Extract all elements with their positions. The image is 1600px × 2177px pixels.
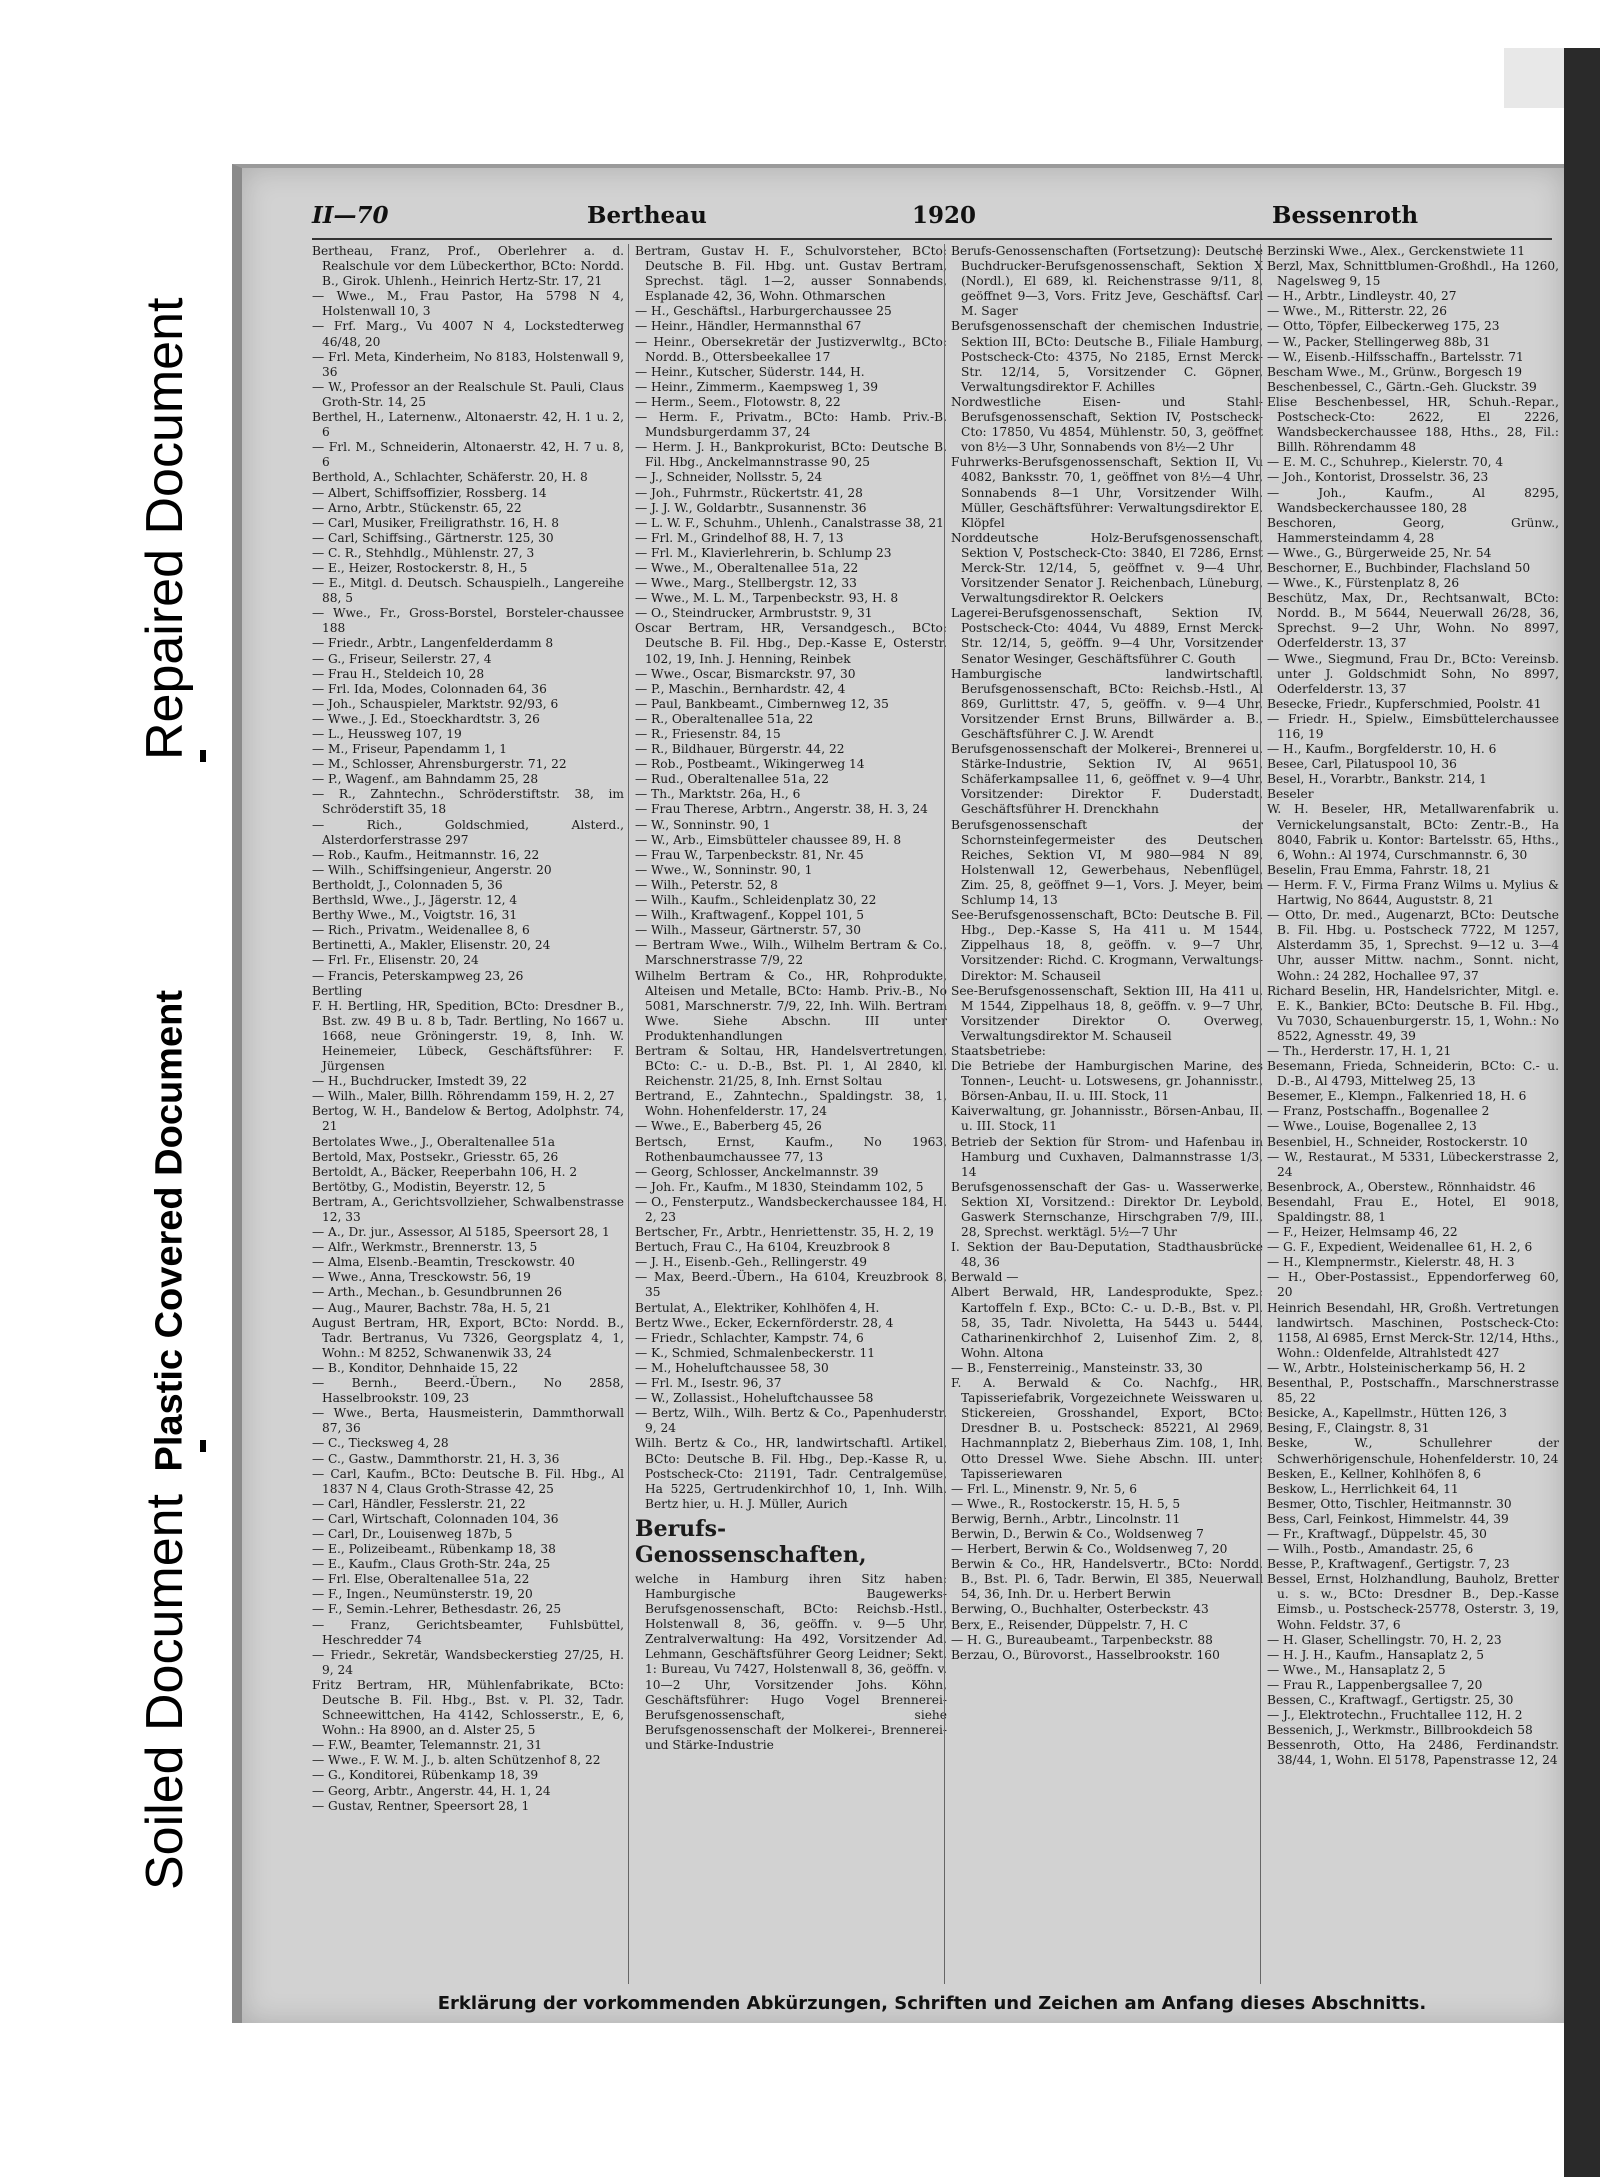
directory-entry: — Frf. Marg., Vu 4007 N 4, Lockstedterweg 46/48, 20 [312, 319, 624, 349]
directory-entry: — Carl, Kaufm., BCto: Deutsche B. Fil. Hbg., Al 1837 N 4, Claus Groth-Strasse 42, 25 [312, 1466, 624, 1496]
directory-entry: Bertoldt, A., Bäcker, Reeperbahn 106, H. 2 [312, 1164, 578, 1179]
label-soiled: Soiled Document [136, 1494, 194, 1890]
directory-entry: Beseler [1267, 787, 1314, 802]
directory-entry: — P., Maschin., Bernhardstr. 42, 4 [635, 681, 846, 696]
directory-entry: — Frau Therese, Arbtrn., Angerstr. 38, H. 3, 24 [635, 802, 928, 817]
directory-entry: — Friedr., Sekretär, Wandsbeckerstieg 27/25, H. 9, 24 [312, 1647, 624, 1677]
directory-entry: Betrieb der Sektion für Strom- und Hafenbau in Hamburg und Cuxhaven, Dalmannstrasse 1/3, 14 [951, 1134, 1263, 1179]
directory-entry: Fritz Bertram, HR, Mühlenfabrikate, BCto: Deutsche B. Fil. Hbg., Bst. v. Pl. 32, Tadr. Schneewittchen, Ha 4142, Schlosserstr., E, 6, Wohn.: Ha 8900, an d. Alster 25, 5 [312, 1677, 624, 1738]
directory-entry: — O., Steindrucker, Armbruststr. 9, 31 [635, 606, 873, 621]
directory-entry: Besenbrock, A., Oberstew., Rönnhaidstr. 46 [1267, 1179, 1536, 1194]
directory-entry: — M., Hoheluftchaussee 58, 30 [635, 1360, 829, 1375]
directory-entry: — Rich., Privatm., Weidenallee 8, 6 [312, 923, 530, 938]
directory-entry: — Gustav, Rentner, Speersort 28, 1 [312, 1798, 530, 1813]
header-last-name: Bessenroth [1272, 202, 1419, 229]
directory-entry: Beschoren, Georg, Grünw., Hammersteindamm 4, 28 [1267, 515, 1559, 545]
directory-entry: — Georg, Arbtr., Angerstr. 44, H. 1, 24 [312, 1783, 551, 1798]
directory-entry: — F.W., Beamter, Telemannstr. 21, 31 [312, 1738, 543, 1753]
directory-entry: Berthsld, Wwe., J., Jägerstr. 12, 4 [312, 893, 518, 908]
directory-entry: — Wwe., Siegmund, Frau Dr., BCto: Vereinsb. unter J. Goldschmidt Sohn, No 8997, Oderfelderstr. 13, 37 [1267, 651, 1559, 696]
directory-entry: — M., Friseur, Papendamm 1, 1 [312, 742, 507, 757]
label-plastic-covered: Plastic Covered Document [148, 990, 191, 1472]
directory-entry: Berwald — [951, 1270, 1019, 1285]
directory-entry: — W., Arbtr., Holsteinischerkamp 56, H. 2 [1267, 1360, 1526, 1375]
directory-entry: — R., Bildhauer, Bürgerstr. 44, 22 [635, 742, 845, 757]
directory-entry: — Wilh., Kaufm., Schleidenplatz 30, 22 [635, 893, 877, 908]
label-repaired: Repaired Document [136, 297, 194, 760]
directory-entry: Hamburgische landwirtschaftl. Berufsgenossenschaft, BCto: Reichsb.-Hstl., Al 869, Gurlittstr. 47, 5, geöffn. v. 9—4 Uhr, Vorsitzender Ernst Bruns, Billwärder a. B., Geschäftsführer C. J. W. Arendt [951, 666, 1263, 741]
directory-entry: Bertinetti, A., Makler, Elisenstr. 20, 24 [312, 938, 551, 953]
directory-entry: — K., Schmied, Schmalenbeckerstr. 11 [635, 1345, 875, 1360]
directory-entry: — Herm. J. H., Bankprokurist, BCto: Deutsche B. Fil. Hbg., Anckelmannstrasse 90, 25 [635, 440, 947, 470]
label-separator [200, 750, 206, 762]
address-book-page [232, 164, 1564, 2023]
directory-entry: Berthold, A., Schlachter, Schäferstr. 20, H. 8 [312, 470, 588, 485]
directory-entry: — Joh., Kaufm., Al 8295, Wandsbeckerchaussee 180, 28 [1267, 485, 1559, 515]
directory-entry: — W., Eisenb.-Hilfsschaffn., Bartelsstr. 71 [1267, 349, 1524, 364]
directory-entry: Beselin, Frau Emma, Fahrstr. 18, 21 [1267, 862, 1492, 877]
directory-entry: — Herm. F., Privatm., BCto: Hamb. Priv.-B. Mundsburgerdamm 37, 24 [635, 410, 947, 440]
document-condition-labels [120, 210, 220, 1890]
directory-entry: Besemer, E., Klempn., Falkenried 18, H. 6 [1267, 1089, 1527, 1104]
directory-entry: Berthel, H., Laternenw., Altonaerstr. 42, H. 1 u. 2, 6 [312, 410, 624, 440]
directory-entry: — Herbert, Berwin & Co., Woldsenweg 7, 20 [951, 1542, 1228, 1557]
directory-entry: Albert Berwald, HR, Landesprodukte, Spez.: Kartoffeln f. Exp., BCto: C.- u. D.-B., Bst. v. Pl. 58, 35, Tadr. Nivoletta, Ha 5443 u. 5444, Catharinenkirchhof 2, Luisenhof Zim. 2, 8, Wohn. Altona [951, 1285, 1263, 1360]
header-first-name: Bertheau [587, 202, 707, 229]
directory-entry: Berwing, O., Buchhalter, Osterbeckstr. 43 [951, 1602, 1209, 1617]
directory-entry: Besmer, Otto, Tischler, Heitmannstr. 30 [1267, 1496, 1512, 1511]
directory-entry: Bertram & Soltau, HR, Handelsvertretungen, BCto: C.- u. D.-B., Bst. Pl. 1, Al 2840, kl. Reichenstr. 21/25, 8, Inh. Ernst Soltau [635, 1043, 947, 1089]
directory-entry: Lagerei-Berufsgenossenschaft, Sektion IV, Postscheck-Cto: 4044, Vu 4889, Ernst Merck-Str. 12/14, 5, geöffn. 9—4 Uhr, Vorsitzender Senator Wesinger, Geschäftsführer C. Gouth [951, 606, 1263, 666]
directory-entry: — Bernh., Beerd.-Übern., No 2858, Hasselbrookstr. 109, 23 [312, 1376, 624, 1406]
directory-entry: Berzl, Max, Schnittblumen-Großhdl., Ha 1260, Nagelsweg 9, 15 [1267, 259, 1559, 289]
directory-entry: — Rich., Goldschmied, Alsterd., Alsterdorferstrasse 297 [312, 817, 624, 847]
directory-entry: — Alfr., Werkmstr., Brennerstr. 13, 5 [312, 1240, 538, 1255]
directory-entry: Elise Beschenbessel, HR, Schuh.-Repar., Postscheck-Cto: 2622, El 2226, Wandsbeckerchaussee 188, Hths., 28, Fil.: Billh. Röhrendamm 48 [1267, 394, 1559, 455]
directory-entry: — Francis, Peterskampweg 23, 26 [312, 968, 524, 983]
directory-entry: Besing, F., Claingstr. 8, 31 [1267, 1421, 1430, 1436]
directory-entry: Berzau, O., Bürovorst., Hasselbrookstr. 160 [951, 1647, 1220, 1662]
directory-entry: See-Berufsgenossenschaft, BCto: Deutsche B. Fil. Hbg., Dep.-Kasse S, Ha 411 u. M 1544, Zippelhaus 18, 8, geöffn. v. 9—7 Uhr, Vorsitzender: Richd. C. Krogmann, Verwaltungs-Direktor: M. Schauseil [951, 908, 1263, 983]
directory-entry: — Frl. M., Klavierlehrerin, b. Schlump 23 [635, 545, 892, 560]
directory-entry: — Wwe., G., Bürgerweide 25, Nr. 54 [1267, 545, 1492, 560]
directory-entry: Berufsgenossenschaft der chemischen Industrie, Sektion III, BCto: Deutsche B., Filiale Hamburg, Postscheck-Cto: 4375, No 2185, Ernst Merck-Str. 12/14, 5, Vorsitzender C. Göpner, Verwaltungsdirektor F. Achilles [951, 319, 1263, 394]
directory-entry: — Frl. Ida, Modes, Colonnaden 64, 36 [312, 681, 547, 696]
page-number: II—70 [312, 202, 389, 229]
directory-entry: — J. J. W., Goldarbtr., Susannenstr. 36 [635, 500, 867, 515]
directory-entry: — Alma, Elsenb.-Beamtin, Tresckowstr. 40 [312, 1255, 575, 1270]
directory-entry: Besee, Carl, Pilatuspool 10, 36 [1267, 757, 1457, 772]
directory-entry: Berthy Wwe., M., Voigtstr. 16, 31 [312, 908, 518, 923]
directory-entry: — Wwe., J. Ed., Stoeckhardtstr. 3, 26 [312, 711, 540, 726]
directory-entry: Bertz Wwe., Ecker, Eckernförderstr. 28, 4 [635, 1315, 894, 1330]
directory-entry: — Wwe., M. L. M., Tarpenbeckstr. 93, H. 8 [635, 591, 899, 606]
directory-entry: — Rob., Postbeamt., Wikingerweg 14 [635, 757, 865, 772]
directory-entry: Berwin & Co., HR, Handelsvertr., BCto: Nordd. B., Bst. Pl. 6, Tadr. Berwin, El 385, Neuerwall 54, 36, Inh. Dr. u. Herbert Berwin [951, 1557, 1263, 1602]
directory-entry: Nordwestliche Eisen- und Stahl-Berufsgenossenschaft, Sektion IV, Postscheck-Cto: 17850, Vu 4854, Mühlenstr. 50, 3, geöffnet von 8½—3 Uhr, Sonnabends von 8½—2 Uhr [951, 394, 1263, 455]
directory-entry: — Wwe., Louise, Bogenallee 2, 13 [1267, 1119, 1477, 1134]
directory-entry: Bescham Wwe., M., Grünw., Borgesch 19 [1267, 364, 1523, 379]
directory-entry: — W., Restaurat., M 5331, Lübeckerstrasse 2, 24 [1267, 1149, 1559, 1179]
directory-entry: — C. R., Stehhdlg., Mühlenstr. 27, 3 [312, 545, 535, 560]
directory-entry: — H., Buchdrucker, Imstedt 39, 22 [312, 1074, 527, 1089]
directory-entry: — R., Friesenstr. 84, 15 [635, 727, 781, 741]
directory-entry: Besel, H., Vorarbtr., Bankstr. 214, 1 [1267, 772, 1487, 787]
directory-entry: — E., Polizeibeamt., Rübenkamp 18, 38 [312, 1542, 556, 1557]
directory-entry: — Carl, Wirtschaft, Colonnaden 104, 36 [312, 1511, 559, 1526]
directory-entry: Bessenich, J., Werkmstr., Billbrookdeich 58 [1267, 1723, 1533, 1738]
directory-entry: Bertold, Max, Postsekr., Griesstr. 65, 26 [312, 1149, 559, 1164]
directory-column-2 [628, 244, 947, 1984]
directory-entry: — G. F., Expedient, Weidenallee 61, H. 2, 6 [1267, 1240, 1533, 1255]
directory-entry: Wilhelm Bertram & Co., HR, Rohprodukte, Alteisen und Metalle, BCto: Hamb. Priv.-B., No 5081, Marschnerstr. 7/9, 22, Inh. Wilh. Bertram Wwe. Siehe Abschn. III unter Produktenhandlungen [635, 968, 947, 1043]
directory-entry: — Joh. Fr., Kaufm., M 1830, Steindamm 102, 5 [635, 1179, 924, 1194]
directory-entry: — Wwe., Berta, Hausmeisterin, Dammthorwall 87, 36 [312, 1406, 624, 1436]
directory-entry: — J., Schneider, Nollsstr. 5, 24 [635, 470, 823, 485]
directory-entry: — H. G., Bureaubeamt., Tarpenbeckstr. 88 [951, 1632, 1213, 1647]
directory-entry: — B., Fensterreinig., Mansteinstr. 33, 30 [951, 1360, 1203, 1375]
directory-entry: — Wwe., M., Frau Pastor, Ha 5798 N 4, Holstenwall 10, 3 [312, 289, 624, 319]
directory-entry: — C., Tiecksweg 4, 28 [312, 1436, 449, 1451]
directory-entry: — W., Packer, Stellingerweg 88b, 31 [1267, 334, 1491, 349]
directory-entry: — Frl. Fr., Elisenstr. 20, 24 [312, 953, 479, 968]
directory-entry: — Carl, Musiker, Freiligrathstr. 16, H. 8 [312, 515, 560, 530]
directory-entry: — P., Wagenf., am Bahndamm 25, 28 [312, 772, 539, 787]
directory-entry: — Arth., Mechan., b. Gesundbrunnen 26 [312, 1285, 563, 1300]
directory-entry: — Friedr., Arbtr., Langenfelderdamm 8 [312, 636, 554, 651]
directory-entry: Oscar Bertram, HR, Versandgesch., BCto: Deutsche B. Fil. Hbg., Dep.-Kasse E, Osterstr. 102, 19, Inh. J. Henning, Reinbek [635, 621, 947, 666]
directory-entry: — Carl, Dr., Louisenweg 187b, 5 [312, 1526, 513, 1541]
directory-entry: — Paul, Bankbeamt., Cimbernweg 12, 35 [635, 696, 889, 711]
directory-entry: Berwig, Bernh., Arbtr., Lincolnstr. 11 [951, 1511, 1181, 1526]
directory-entry: — Herm., Seem., Flotowstr. 8, 22 [635, 394, 841, 409]
directory-entry: — H., Klempnermstr., Kielerstr. 48, H. 3 [1267, 1255, 1515, 1270]
directory-entry: Besemann, Frieda, Schneiderin, BCto: C.- u. D.-B., Al 4793, Mittelweg 25, 13 [1267, 1059, 1559, 1089]
directory-entry: Staatsbetriebe: [951, 1043, 1046, 1058]
directory-entry: — Georg, Schlosser, Anckelmannstr. 39 [635, 1164, 879, 1179]
directory-entry: Kaiverwaltung, gr. Johannisstr., Börsen-Anbau, II. u. III. Stock, 11 [951, 1104, 1263, 1134]
directory-entry: — Wilh., Maler, Billh. Röhrendamm 159, H. 2, 27 [312, 1089, 615, 1104]
directory-entry: Berufsgenossenschaft der Schornsteinfegermeister des Deutschen Reiches, Sektion VI, M 980—984 N 89, Holstenwall 12, Gewerbehaus, Nebenflügel, Zim. 25, 8, geöffnet 9—1, Vors. J. Meyer, beim Schlump 14, 13 [951, 817, 1263, 908]
directory-entry: — Friedr. H., Spielw., Eimsbüttelerchaussee 116, 19 [1267, 711, 1559, 741]
directory-entry: — W., Sonninstr. 90, 1 [635, 817, 771, 832]
directory-entry: — Heinr., Zimmerm., Kaempsweg 1, 39 [635, 379, 878, 394]
directory-entry: — Frl. M., Schneiderin, Altonaerstr. 42, H. 7 u. 8, 6 [312, 440, 624, 470]
directory-entry: — H., Kaufm., Borgfelderstr. 10, H. 6 [1267, 742, 1497, 757]
directory-entry: Richard Beselin, HR, Handelsrichter, Mitgl. e. E. K., Bankier, BCto: Deutsche B. Fil. Hbg., Vu 7030, Schauenburgerstr. 15, 1, Wohn.: No 8522, Agnesstr. 49, 39 [1267, 983, 1559, 1043]
directory-entry: Besenbiel, H., Schneider, Rostockerstr. 10 [1267, 1134, 1528, 1149]
directory-entry: — H., Ober-Postassist., Eppendorferweg 60, 20 [1267, 1270, 1559, 1300]
directory-entry: — Wilh., Kraftwagenf., Koppel 101, 5 [635, 908, 864, 923]
directory-entry: August Bertram, HR, Export, BCto: Nordd. B., Tadr. Bertranus, Vu 7326, Georgsplatz 4, 1, Wohn.: M 8252, Schwanenwik 33, 24 [312, 1315, 624, 1360]
directory-entry: Bertscher, Fr., Arbtr., Henriettenstr. 35, H. 2, 19 [635, 1225, 934, 1240]
directory-entry: welche in Hamburg ihren Sitz haben: Hamburgische Baugewerks-Berufsgenossenschaft, BCto: Reichsb.-Hstl., Holstenwall 8, 36, geöffn. v. 9—5 Uhr, Zentralverwaltung: Ha 492, Vorsitzender Ad. Lehmann, Geschäftsführer Georg Leidner; Sekt. 1: Bureau, Vu 7427, Holstenwall 8, 36, geöffn. v. 10—2 Uhr, Vorsitzender Johs. Köhn, Geschäftsführer: Hugo Vogel Brennerei-Berufsgenossenschaft, siehe Berufsgenossenschaft der Molkerei-, Brennerei- und Stärke-Industrie [635, 1571, 947, 1752]
directory-entry: Die Betriebe der Hamburgischen Marine, des Tonnen-, Leucht- u. Lotswesens, gr. Johannisstr., Börsen-Anbau, II. u. III. Stock, 11 [951, 1059, 1263, 1104]
directory-entry: Bertholdt, J., Colonnaden 5, 36 [312, 877, 503, 892]
directory-entry: — E., Kaufm., Claus Groth-Str. 24a, 25 [312, 1557, 551, 1572]
directory-entry: Bertog, W. H., Bandelow & Bertog, Adolphstr. 74, 21 [312, 1104, 624, 1134]
directory-entry: — Aug., Maurer, Bachstr. 78a, H. 5, 21 [312, 1300, 552, 1315]
directory-entry: — C., Gastw., Dammthorstr. 21, H. 3, 36 [312, 1451, 560, 1466]
directory-entry: — Frl. Else, Oberaltenallee 51a, 22 [312, 1572, 530, 1587]
directory-entry: — W., Zollassist., Hoheluftchaussee 58 [635, 1391, 874, 1406]
directory-entry: — Wwe., R., Rostockerstr. 15, H. 5, 5 [951, 1496, 1181, 1511]
directory-entry: — Bertz, Wilh., Wilh. Bertz & Co., Papenhuderstr. 9, 24 [635, 1406, 947, 1436]
directory-entry: See-Berufsgenossenschaft, Sektion III, Ha 411 u. M 1544, Zippelhaus 18, 8, geöffn. v. 9—7 Uhr, Vorsitzender Direktor O. Overweg, Verwaltungsdirektor M. Schauseil [951, 983, 1263, 1043]
directory-entry: — Wwe., W., Sonninstr. 90, 1 [635, 862, 813, 877]
directory-entry: — A., Dr. jur., Assessor, Al 5185, Speersort 28, 1 [312, 1225, 610, 1240]
directory-entry: — E., Heizer, Rostockerstr. 8, H., 5 [312, 560, 528, 575]
directory-entry: — W., Professor an der Realschule St. Pauli, Claus Groth-Str. 14, 25 [312, 379, 624, 409]
directory-entry: — Arno, Arbtr., Stückenstr. 65, 22 [312, 500, 522, 515]
directory-entry: Berx, E., Reisender, Düppelstr. 7, H. C [951, 1617, 1188, 1632]
scanner-background [1564, 48, 1600, 2177]
directory-entry: Besecke, Friedr., Kupferschmied, Poolstr. 41 [1267, 696, 1542, 711]
directory-entry: Bess, Carl, Feinkost, Himmelstr. 44, 39 [1267, 1511, 1509, 1526]
directory-column-3 [944, 244, 1263, 1984]
directory-entry: — Rob., Kaufm., Heitmannstr. 16, 22 [312, 847, 540, 862]
directory-entry: — Wilh., Peterstr. 52, 8 [635, 877, 778, 892]
directory-entry: Bertrand, E., Zahntechn., Spaldingstr. 38, 1, Wohn. Hohenfelderstr. 17, 24 [635, 1089, 947, 1119]
directory-entry: — Joh., Fuhrmstr., Rückertstr. 41, 28 [635, 485, 863, 500]
directory-entry: — R., Oberaltenallee 51a, 22 [635, 711, 814, 726]
directory-entry: — Wwe., Fr., Gross-Borstel, Borsteler-chaussee 188 [312, 606, 624, 636]
directory-entry: — M., Schlosser, Ahrensburgerstr. 71, 22 [312, 757, 567, 772]
directory-entry: Besenthal, P., Postschaffn., Marschnerstrasse 85, 22 [1267, 1376, 1559, 1406]
directory-entry: Berufsgenossenschaft der Molkerei-, Brennerei u. Stärke-Industrie, Sektion IV, Al 9651, Schäferkampsallee 11, 6, geöffnet v. 9—4 Uhr, Vorsitzender: Direktor F. Duderstadt, Geschäftsführer H. Drenckhahn [951, 742, 1263, 817]
directory-entry: Beskow, L., Herrlichkeit 64, 11 [1267, 1481, 1459, 1496]
directory-entry: Berufs-Genossenschaften, [635, 1515, 867, 1568]
directory-entry: — L., Heussweg 107, 19 [312, 727, 462, 741]
directory-entry: I. Sektion der Bau-Deputation, Stadthausbrücke 48, 36 [951, 1240, 1263, 1270]
directory-entry: — F., Semin.-Lehrer, Bethesdastr. 26, 25 [312, 1602, 562, 1617]
directory-entry: — Wwe., F. W. M. J., b. alten Schützenhof 8, 22 [312, 1753, 601, 1768]
directory-entry: — H. Glaser, Schellingstr. 70, H. 2, 23 [1267, 1632, 1502, 1647]
directory-entry: — Franz, Gerichtsbeamter, Fuhlsbüttel, Heschredder 74 [312, 1617, 624, 1647]
directory-entry: — Max, Beerd.-Übern., Ha 6104, Kreuzbrook 8, 35 [635, 1270, 947, 1300]
directory-entry: — Wwe., M., Ritterstr. 22, 26 [1267, 304, 1448, 319]
scanner-background-top [1504, 48, 1564, 108]
directory-entry: Beschenbessel, C., Gärtn.-Geh. Gluckstr. 39 [1267, 379, 1537, 394]
directory-entry: Berufsgenossenschaft der Gas- u. Wasserwerke, Sektion XI, Vorsitzend.: Direktor Dr. Leybold, Gaswerk Sternschanze, Hirschgraben 7/9, III., 28, Sprechst. werktägl. 5½—7 Uhr [951, 1179, 1263, 1240]
directory-entry: — Herm. F. V., Firma Franz Wilms u. Mylius & Hartwig, No 8644, Auguststr. 8, 21 [1267, 877, 1559, 908]
directory-entry: — Heinr., Obersekretär der Justizverwltg., BCto: Nordd. B., Ottersbeekallee 17 [635, 334, 947, 364]
directory-entry: Bertling [312, 983, 363, 998]
directory-entry: Berzinski Wwe., Alex., Gerckenstwiete 11 [1267, 244, 1526, 258]
directory-entry: — L. W. F., Schuhm., Uhlenh., Canalstrasse 38, 21 [635, 515, 944, 530]
directory-entry: Besken, E., Kellner, Kohlhöfen 8, 6 [1267, 1466, 1481, 1481]
directory-entry: — Wilh., Postb., Amandastr. 25, 6 [1267, 1542, 1474, 1557]
directory-entry: — Frau H., Steldeich 10, 28 [312, 666, 485, 681]
page-header [312, 198, 1552, 238]
directory-entry: Bessel, Ernst, Holzhandlung, Bauholz, Bretter u. s. w., BCto: Dresdner B., Dep.-Kasse Eimsb., u. Postscheck-25778, Osterstr. 3, 19, Wohn. Feldstr. 37, 6 [1267, 1572, 1559, 1632]
abbreviation-note: Erklärung der vorkommenden Abkürzungen, Schriften und Zeichen am Anfang dieses Abschnitts. [437, 1993, 1427, 2014]
directory-entry: — Wilh., Masseur, Gärtnerstr. 57, 30 [635, 923, 861, 938]
directory-entry: Bertötby, G., Modistin, Beyerstr. 12, 5 [312, 1179, 546, 1194]
directory-entry: Fuhrwerks-Berufsgenossenschaft, Sektion II, Vu 4082, Banksstr. 70, 1, geöffnet von 8½—4 Uhr, Sonnabends 8—1 Uhr, Vorsitzender Wilh. Müller, Geschäftsführer: Verwaltungsdirektor E. Klöpfel [951, 455, 1263, 530]
directory-entry: — Rud., Oberaltenallee 51a, 22 [635, 772, 829, 787]
directory-entry: — O., Fensterputz., Wandsbeckerchaussee 184, H. 2, 23 [635, 1194, 947, 1224]
directory-entry: Berwin, D., Berwin & Co., Woldsenweg 7 [951, 1526, 1204, 1541]
header-year: 1920 [912, 202, 977, 229]
directory-entry: — Bertram Wwe., Wilh., Wilhelm Bertram & Co., Marschnerstrasse 7/9, 22 [635, 938, 947, 968]
directory-entry: — W., Arb., Eimsbütteler chaussee 89, H. 8 [635, 832, 902, 847]
directory-entry: Bertheau, Franz, Prof., Oberlehrer a. d. Realschule vor dem Lübeckerthor, BCto: Nordd. B., Girok. Uhlenh., Heinrich Hertz-Str. 17, 21 [312, 244, 624, 289]
directory-entry: — J. H., Eisenb.-Geh., Rellingerstr. 49 [635, 1255, 867, 1270]
directory-entry: — Frl. L., Minenstr. 9, Nr. 5, 6 [951, 1481, 1138, 1496]
directory-entry: — Th., Marktstr. 26a, H., 6 [635, 787, 801, 802]
directory-entry: — Albert, Schiffsoffizier, Rossberg. 14 [312, 485, 547, 500]
directory-entry: — Fr., Kraftwagf., Düppelstr. 45, 30 [1267, 1526, 1487, 1541]
directory-entry: — Wwe., E., Baberberg 45, 26 [635, 1119, 822, 1134]
directory-entry: Besicke, A., Kapellmstr., Hütten 126, 3 [1267, 1406, 1507, 1421]
directory-entry: — Frl. M., Grindelhof 88, H. 7, 13 [635, 530, 844, 545]
directory-entry: — G., Friseur, Seilerstr. 27, 4 [312, 651, 492, 666]
directory-entry: Heinrich Besendahl, HR, Großh. Vertretungen landwirtsch. Maschinen, Postscheck-Cto: 1158, Al 6985, Ernst Merck-Str. 12/14, Hths., Wohn.: Oldenfelde, Altrahlstedt 427 [1267, 1300, 1559, 1360]
directory-columns [312, 244, 1559, 1984]
header-rule [312, 238, 1552, 240]
directory-entry: — R., Zahntechn., Schröderstiftstr. 38, im Schröderstift 35, 18 [312, 787, 624, 817]
directory-entry: — G., Konditorei, Rübenkamp 18, 39 [312, 1768, 539, 1783]
directory-entry: — Friedr., Schlachter, Kampstr. 74, 6 [635, 1330, 864, 1345]
directory-entry: — Wwe., Marg., Stellbergstr. 12, 33 [635, 576, 857, 591]
directory-entry: — Joh., Schauspieler, Marktstr. 92/93, 6 [312, 696, 559, 711]
directory-entry: — E. M. C., Schuhrep., Kielerstr. 70, 4 [1267, 455, 1504, 470]
directory-entry: — Wwe., M., Oberaltenallee 51a, 22 [635, 560, 859, 575]
directory-entry: — Heinr., Händler, Hermannsthal 67 [635, 319, 862, 334]
directory-entry: Wilh. Bertz & Co., HR, landwirtschaftl. Artikel, BCto: Deutsche B. Fil. Hbg., Dep.-Kasse R, u. Postscheck-Cto: 21191, Tadr. Centralgemüse, Ha 5225, Gertrudenkirchhof 10, 1, Inh. Wilh. Bertz hier, u. H. J. Müller, Aurich [635, 1436, 947, 1511]
directory-entry: Bertuch, Frau C., Ha 6104, Kreuzbrook 8 [635, 1240, 891, 1255]
directory-entry: Norddeutsche Holz-Berufsgenossenschaft, Sektion V, Postscheck-Cto: 3840, El 7286, Ernst Merck-Str. 12/14, 5, geöffnet v. 9—4 Uhr, Vorsitzender Senator J. Reichenbach, Lüneburg, Verwaltungsdirektor R. Oelckers [951, 530, 1263, 606]
directory-entry: F. H. Bertling, HR, Spedition, BCto: Dresdner B., Bst. zw. 49 B u. 8 b, Tadr. Bertling, No 1667 u. 1668, neue Gröningerstr. 19, 8, Inh. W. Heinemeier, Lübeck, Geschäftsführer: F. Jürgensen [312, 998, 624, 1074]
directory-entry: Bertram, Gustav H. F., Schulvorsteher, BCto: Deutsche B. Fil. Hbg. unt. Gustav Bertram, Sprechst. tägl. 1—2, ausser Sonnabends, Esplanade 42, 36, Wohn. Othmarschen [635, 244, 947, 304]
directory-entry: — Wwe., Anna, Tresckowstr. 56, 19 [312, 1270, 531, 1285]
directory-entry: Bertolates Wwe., J., Oberaltenallee 51a [312, 1134, 556, 1149]
directory-entry: Bertram, A., Gerichtsvollzieher, Schwalbenstrasse 12, 33 [312, 1194, 624, 1224]
directory-entry: — Otto, Töpfer, Eilbeckerweg 175, 23 [1267, 319, 1500, 334]
directory-entry: — E., Mitgl. d. Deutsch. Schauspielh., Langereihe 88, 5 [312, 576, 624, 606]
directory-entry: — H. J. H., Kaufm., Hansaplatz 2, 5 [1267, 1647, 1484, 1662]
directory-entry: F. A. Berwald & Co. Nachfg., HR, Tapisseriefabrik, Vorgezeichnete Weisswaren u. Stickereien, Grosshandel, Export, BCto: Dresdner B. u. Postscheck: 85221, Al 2969, Hachmannplatz 2, Bieberhaus Zim. 108, 1, Inh. Otto Dressel Wwe. Siehe Abschn. III. unter: Tapisseriewaren [951, 1376, 1263, 1481]
directory-entry: — F., Ingen., Neumünsterstr. 19, 20 [312, 1587, 533, 1602]
directory-entry: W. H. Beseler, HR, Metallwarenfabrik u. Vernickelungsanstalt, BCto: Zentr.-B., Ha 8040, Fabrik u. Kontor: Bartelsstr. 65, Hths., 6, Wohn.: Al 1974, Curschmannstr. 6, 30 [1267, 802, 1559, 862]
directory-entry: — B., Konditor, Dehnhaide 15, 22 [312, 1360, 519, 1375]
directory-entry: Beske, W., Schullehrer der Schwerhörigenschule, Hohenfelderstr. 10, 24 [1267, 1436, 1559, 1466]
directory-entry: — Joh., Kontorist, Drosselstr. 36, 23 [1267, 470, 1489, 485]
directory-entry: — Frl. M., Isestr. 96, 37 [635, 1376, 782, 1391]
directory-entry: — Franz, Postschaffn., Bogenallee 2 [1267, 1104, 1490, 1119]
directory-entry: — Frl. Meta, Kinderheim, No 8183, Holstenwall 9, 36 [312, 349, 624, 379]
label-separator [200, 1440, 206, 1452]
directory-entry: — Frau W., Tarpenbeckstr. 81, Nr. 45 [635, 847, 864, 862]
directory-entry: — Heinr., Kutscher, Süderstr. 144, H. [635, 364, 865, 379]
directory-entry: — Otto, Dr. med., Augenarzt, BCto: Deutsche B. Fil. Hbg. u. Postscheck 7722, M 1257, Alsterdamm 35, 1, Sprechst. 9—12 u. 3—4 Uhr, ausser Mittw. nachm., Sonnt. nicht, Wohn.: 24 282, Hochallee 97, 37 [1267, 908, 1559, 983]
directory-entry: Beschütz, Max, Dr., Rechtsanwalt, BCto: Nordd. B., M 5644, Neuerwall 26/28, 36, Sprechst. 9—2 Uhr, Wohn. No 8997, Oderfelderstr. 13, 37 [1267, 591, 1559, 651]
directory-entry: Bessenroth, Otto, Ha 2486, Ferdinandstr. 38/44, 1, Wohn. El 5178, Papenstrasse 12, 24 [1267, 1738, 1559, 1768]
directory-entry: — Wwe., Oscar, Bismarckstr. 97, 30 [635, 666, 856, 681]
directory-entry: — Th., Herderstr. 17, H. 1, 21 [1267, 1043, 1452, 1058]
directory-entry: Bessen, C., Kraftwagf., Gertigstr. 25, 30 [1267, 1693, 1514, 1707]
directory-entry: Besse, P., Kraftwagenf., Gertigstr. 7, 23 [1267, 1557, 1510, 1572]
directory-entry: Bertsch, Ernst, Kaufm., No 1963, Rothenbaumchaussee 77, 13 [635, 1134, 947, 1164]
directory-entry: — Wilh., Schiffsingenieur, Angerstr. 20 [312, 862, 552, 877]
directory-column-4 [1260, 244, 1559, 1984]
directory-column-1 [312, 244, 624, 1984]
directory-entry: Bertulat, A., Elektriker, Kohlhöfen 4, H. [635, 1300, 880, 1315]
directory-entry: — F., Heizer, Helmsamp 46, 22 [1267, 1225, 1458, 1240]
directory-entry: — Frau R., Lappenbergsallee 7, 20 [1267, 1677, 1483, 1692]
directory-entry: — Wwe., K., Fürstenplatz 8, 26 [1267, 576, 1460, 591]
directory-entry: — H., Arbtr., Lindleystr. 40, 27 [1267, 289, 1457, 304]
directory-entry: — Wwe., M., Hansaplatz 2, 5 [1267, 1662, 1446, 1677]
directory-entry: Besendahl, Frau E., Hotel, El 9018, Spaldingstr. 88, 1 [1267, 1194, 1559, 1224]
directory-entry: — J., Elektrotechn., Fruchtallee 112, H. 2 [1267, 1708, 1523, 1723]
directory-entry: Berufs-Genossenschaften (Fortsetzung): Deutsche Buchdrucker-Berufsgenossenschaft, Sektion X (Nordl.), El 689, kl. Reichenstrasse 9/11, 8, geöffnet 9—3, Vors. Fritz Jeve, Geschäftsf. Carl M. Sager [951, 244, 1263, 319]
directory-entry: Beschorner, E., Buchbinder, Flachsland 50 [1267, 560, 1531, 575]
directory-entry: — H., Geschäftsl., Harburgerchaussee 25 [635, 304, 892, 319]
directory-entry: — Carl, Händler, Fesslerstr. 21, 22 [312, 1496, 526, 1511]
directory-entry: — Carl, Schiffsing., Gärtnerstr. 125, 30 [312, 530, 554, 545]
